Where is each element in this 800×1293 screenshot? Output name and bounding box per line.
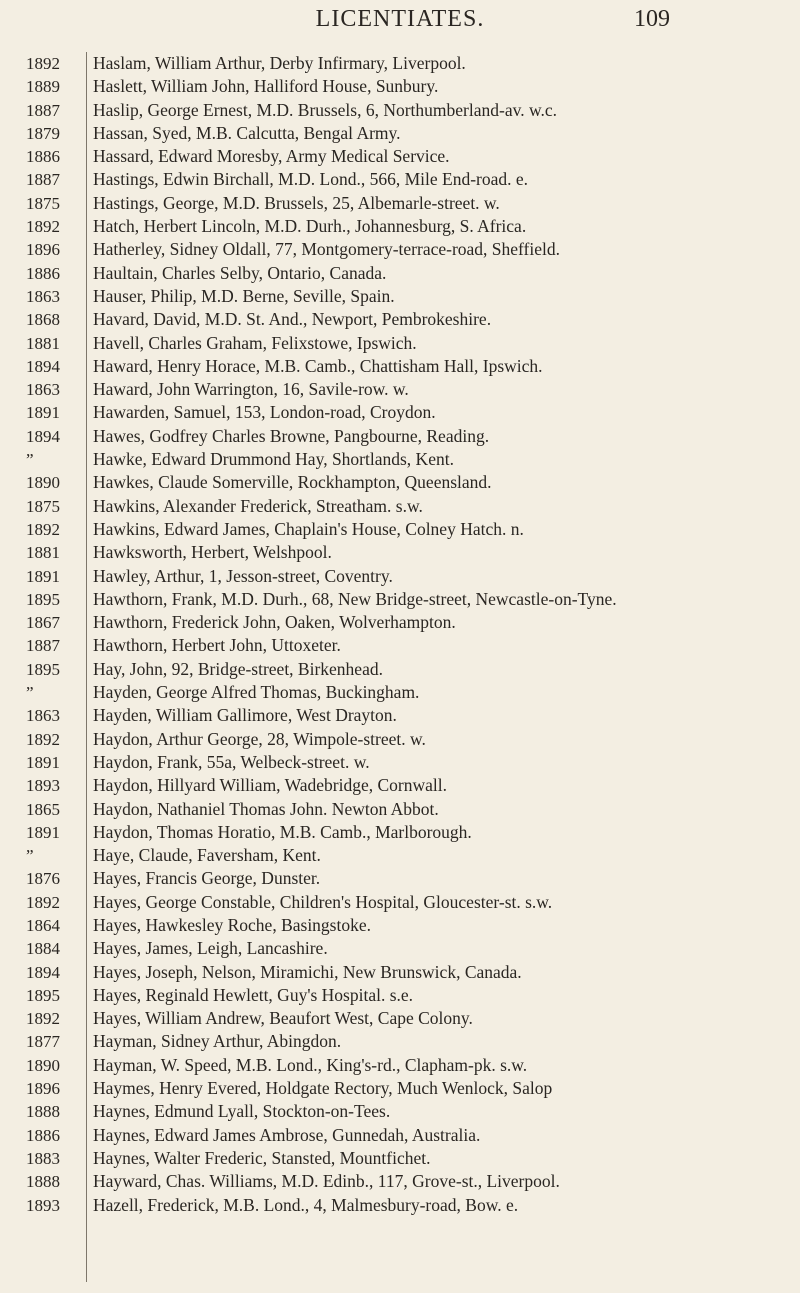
entry-year: 1892 bbox=[26, 217, 60, 237]
list-item bbox=[0, 611, 800, 634]
list-item bbox=[0, 262, 800, 285]
entry-text: Hayes, Reginald Hewlett, Guy's Hospital. s.e. bbox=[93, 984, 414, 1005]
list-item bbox=[0, 495, 800, 518]
entry-year: 1876 bbox=[26, 869, 60, 889]
entry-year: 1892 bbox=[26, 1009, 60, 1029]
entry-text: Hayes, Hawkesley Roche, Basingstoke. bbox=[93, 914, 371, 935]
list-item bbox=[0, 355, 800, 378]
licentiate-list bbox=[0, 52, 800, 1217]
entry-year: 1884 bbox=[26, 939, 60, 959]
list-item bbox=[0, 145, 800, 168]
list-item bbox=[0, 728, 800, 751]
entry-year: 1881 bbox=[26, 333, 60, 353]
list-item bbox=[0, 1194, 800, 1217]
entry-text: Havell, Charles Graham, Felixstowe, Ipswich. bbox=[93, 332, 417, 353]
list-item bbox=[0, 774, 800, 797]
entry-year: 1868 bbox=[26, 310, 60, 330]
list-item bbox=[0, 565, 800, 588]
entry-text: Haultain, Charles Selby, Ontario, Canada. bbox=[93, 262, 387, 283]
list-item bbox=[0, 75, 800, 98]
entry-text: Hawthorn, Frank, M.D. Durh., 68, New Bridge-street, Newcastle-on-Tyne. bbox=[93, 588, 617, 609]
entry-text: Hayman, W. Speed, M.B. Lond., King's-rd., Clapham-pk. s.w. bbox=[93, 1054, 528, 1075]
list-item bbox=[0, 215, 800, 238]
entry-text: Haymes, Henry Evered, Holdgate Rectory, Much Wenlock, Salop bbox=[93, 1078, 553, 1099]
entry-text: Hawkes, Claude Somerville, Rockhampton, Queensland. bbox=[93, 472, 492, 493]
entry-year: 1887 bbox=[26, 100, 60, 120]
entry-year: 1890 bbox=[26, 473, 60, 493]
list-item bbox=[0, 99, 800, 122]
entry-text: Haye, Claude, Faversham, Kent. bbox=[93, 845, 321, 866]
entry-text: Hayes, George Constable, Children's Hospital, Gloucester-st. s.w. bbox=[93, 891, 553, 912]
list-item bbox=[0, 1100, 800, 1123]
entry-text: Hayman, Sidney Arthur, Abingdon. bbox=[93, 1031, 342, 1052]
entry-text: Hayes, Francis George, Dunster. bbox=[93, 868, 321, 889]
list-item bbox=[0, 541, 800, 564]
entry-year: 1863 bbox=[26, 706, 60, 726]
entry-text: Haslett, William John, Halliford House, Sunbury. bbox=[93, 76, 439, 97]
entry-year: 1888 bbox=[26, 1172, 60, 1192]
list-item bbox=[0, 1030, 800, 1053]
entry-year: 1889 bbox=[26, 77, 60, 97]
list-item bbox=[0, 448, 800, 471]
list-item bbox=[0, 518, 800, 541]
entry-text: Haward, Henry Horace, M.B. Camb., Chattisham Hall, Ipswich. bbox=[93, 355, 543, 376]
page-number: 109 bbox=[634, 6, 670, 32]
list-item bbox=[0, 122, 800, 145]
entry-year: 1875 bbox=[26, 193, 60, 213]
entry-text: Hassard, Edward Moresby, Army Medical Service. bbox=[93, 146, 450, 167]
entry-text: Hawley, Arthur, 1, Jesson-street, Coventry. bbox=[93, 565, 393, 586]
entry-text: Hayes, William Andrew, Beaufort West, Cape Colony. bbox=[93, 1008, 473, 1029]
entry-text: Hawksworth, Herbert, Welshpool. bbox=[93, 542, 332, 563]
entry-year: 1894 bbox=[26, 426, 60, 446]
list-item bbox=[0, 751, 800, 774]
entry-text: Hay, John, 92, Bridge-street, Birkenhead. bbox=[93, 658, 383, 679]
entry-text: Hawkins, Edward James, Chaplain's House, Colney Hatch. n. bbox=[93, 518, 524, 539]
list-item bbox=[0, 425, 800, 448]
page-header bbox=[0, 4, 800, 40]
entry-text: Hastings, George, M.D. Brussels, 25, Albemarle-street. w. bbox=[93, 192, 500, 213]
entry-year: 1881 bbox=[26, 543, 60, 563]
entry-text: Hauser, Philip, M.D. Berne, Seville, Spain. bbox=[93, 285, 395, 306]
entry-year: 1886 bbox=[26, 1125, 60, 1145]
entry-text: Haynes, Edward James Ambrose, Gunnedah, Australia. bbox=[93, 1124, 481, 1145]
entry-text: Hayden, William Gallimore, West Drayton. bbox=[93, 705, 397, 726]
list-item bbox=[0, 168, 800, 191]
entry-year: ” bbox=[26, 450, 34, 470]
entry-year: 1891 bbox=[26, 403, 60, 423]
entry-year: 1896 bbox=[26, 1079, 60, 1099]
entry-year: 1895 bbox=[26, 589, 60, 609]
list-item bbox=[0, 681, 800, 704]
entry-text: Haslip, George Ernest, M.D. Brussels, 6, Northumberland-av. w.c. bbox=[93, 99, 557, 120]
entry-text: Haward, John Warrington, 16, Savile-row. w. bbox=[93, 379, 409, 400]
list-item bbox=[0, 1124, 800, 1147]
entry-text: Haydon, Frank, 55a, Welbeck-street. w. bbox=[93, 751, 370, 772]
entry-year: 1875 bbox=[26, 496, 60, 516]
entry-year: 1883 bbox=[26, 1148, 60, 1168]
entry-text: Hayward, Chas. Williams, M.D. Edinb., 117, Grove-st., Liverpool. bbox=[93, 1171, 560, 1192]
list-item bbox=[0, 937, 800, 960]
entry-text: Hawke, Edward Drummond Hay, Shortlands, Kent. bbox=[93, 449, 454, 470]
entry-year: 1891 bbox=[26, 566, 60, 586]
list-item bbox=[0, 1077, 800, 1100]
list-item bbox=[0, 961, 800, 984]
list-item bbox=[0, 821, 800, 844]
entry-year: 1892 bbox=[26, 519, 60, 539]
entry-text: Hatherley, Sidney Oldall, 77, Montgomery-terrace-road, Sheffield. bbox=[93, 239, 561, 260]
entry-year: 1891 bbox=[26, 752, 60, 772]
entry-year: 1863 bbox=[26, 380, 60, 400]
entry-text: Hastings, Edwin Birchall, M.D. Lond., 566, Mile End-road. e. bbox=[93, 169, 529, 190]
entry-text: Haydon, Hillyard William, Wadebridge, Cornwall. bbox=[93, 775, 447, 796]
list-item bbox=[0, 471, 800, 494]
list-item bbox=[0, 658, 800, 681]
entry-text: Hawes, Godfrey Charles Browne, Pangbourne, Reading. bbox=[93, 425, 490, 446]
entry-year: 1892 bbox=[26, 892, 60, 912]
list-item bbox=[0, 308, 800, 331]
list-item bbox=[0, 914, 800, 937]
list-item bbox=[0, 634, 800, 657]
list-item bbox=[0, 332, 800, 355]
list-item bbox=[0, 1147, 800, 1170]
list-item bbox=[0, 1007, 800, 1030]
entry-text: Hazell, Frederick, M.B. Lond., 4, Malmesbury-road, Bow. e. bbox=[93, 1194, 519, 1215]
entry-year: 1864 bbox=[26, 915, 60, 935]
entry-year: 1879 bbox=[26, 123, 60, 143]
list-item bbox=[0, 588, 800, 611]
list-item bbox=[0, 192, 800, 215]
entry-year: 1863 bbox=[26, 286, 60, 306]
entry-text: Haydon, Nathaniel Thomas John. Newton Abbot. bbox=[93, 798, 439, 819]
entry-text: Hayes, James, Leigh, Lancashire. bbox=[93, 938, 328, 959]
entry-text: Haynes, Edmund Lyall, Stockton-on-Tees. bbox=[93, 1101, 391, 1122]
entry-year: 1893 bbox=[26, 776, 60, 796]
entry-year: ” bbox=[26, 846, 34, 866]
entry-year: ” bbox=[26, 683, 34, 703]
entry-year: 1894 bbox=[26, 356, 60, 376]
entry-text: Haynes, Walter Frederic, Stansted, Mountfichet. bbox=[93, 1147, 431, 1168]
entry-text: Hassan, Syed, M.B. Calcutta, Bengal Army. bbox=[93, 122, 401, 143]
entry-year: 1886 bbox=[26, 263, 60, 283]
entry-year: 1893 bbox=[26, 1195, 60, 1215]
entry-year: 1890 bbox=[26, 1055, 60, 1075]
entry-text: Hawthorn, Frederick John, Oaken, Wolverhampton. bbox=[93, 612, 456, 633]
entry-year: 1892 bbox=[26, 729, 60, 749]
entry-year: 1886 bbox=[26, 147, 60, 167]
list-item bbox=[0, 984, 800, 1007]
entry-year: 1865 bbox=[26, 799, 60, 819]
entry-year: 1895 bbox=[26, 659, 60, 679]
list-item bbox=[0, 52, 800, 75]
entry-text: Hawthorn, Herbert John, Uttoxeter. bbox=[93, 635, 341, 656]
entry-text: Hayden, George Alfred Thomas, Buckingham. bbox=[93, 682, 420, 703]
list-item bbox=[0, 867, 800, 890]
list-item bbox=[0, 285, 800, 308]
list-item bbox=[0, 401, 800, 424]
list-item bbox=[0, 704, 800, 727]
list-item bbox=[0, 891, 800, 914]
entry-text: Havard, David, M.D. St. And., Newport, Pembrokeshire. bbox=[93, 309, 492, 330]
entry-text: Hayes, Joseph, Nelson, Miramichi, New Brunswick, Canada. bbox=[93, 961, 522, 982]
list-item bbox=[0, 1054, 800, 1077]
entry-year: 1895 bbox=[26, 985, 60, 1005]
entry-text: Haslam, William Arthur, Derby Infirmary, Liverpool. bbox=[93, 53, 466, 73]
entry-year: 1892 bbox=[26, 54, 60, 73]
entry-year: 1891 bbox=[26, 822, 60, 842]
list-item bbox=[0, 844, 800, 867]
entry-year: 1867 bbox=[26, 613, 60, 633]
entry-year: 1877 bbox=[26, 1032, 60, 1052]
list-item bbox=[0, 378, 800, 401]
entry-text: Hawarden, Samuel, 153, London-road, Croydon. bbox=[93, 402, 436, 423]
entry-text: Hawkins, Alexander Frederick, Streatham. s.w. bbox=[93, 495, 423, 516]
entry-year: 1888 bbox=[26, 1102, 60, 1122]
entry-text: Haydon, Arthur George, 28, Wimpole-street. w. bbox=[93, 728, 426, 749]
list-item bbox=[0, 1170, 800, 1193]
running-title: LICENTIATES. bbox=[315, 6, 485, 32]
list-item bbox=[0, 238, 800, 261]
entry-year: 1896 bbox=[26, 240, 60, 260]
entry-year: 1887 bbox=[26, 636, 60, 656]
list-item bbox=[0, 798, 800, 821]
entry-year: 1887 bbox=[26, 170, 60, 190]
entry-year: 1894 bbox=[26, 962, 60, 982]
entry-text: Haydon, Thomas Horatio, M.B. Camb., Marlborough. bbox=[93, 821, 472, 842]
entry-text: Hatch, Herbert Lincoln, M.D. Durh., Johannesburg, S. Africa. bbox=[93, 216, 527, 237]
